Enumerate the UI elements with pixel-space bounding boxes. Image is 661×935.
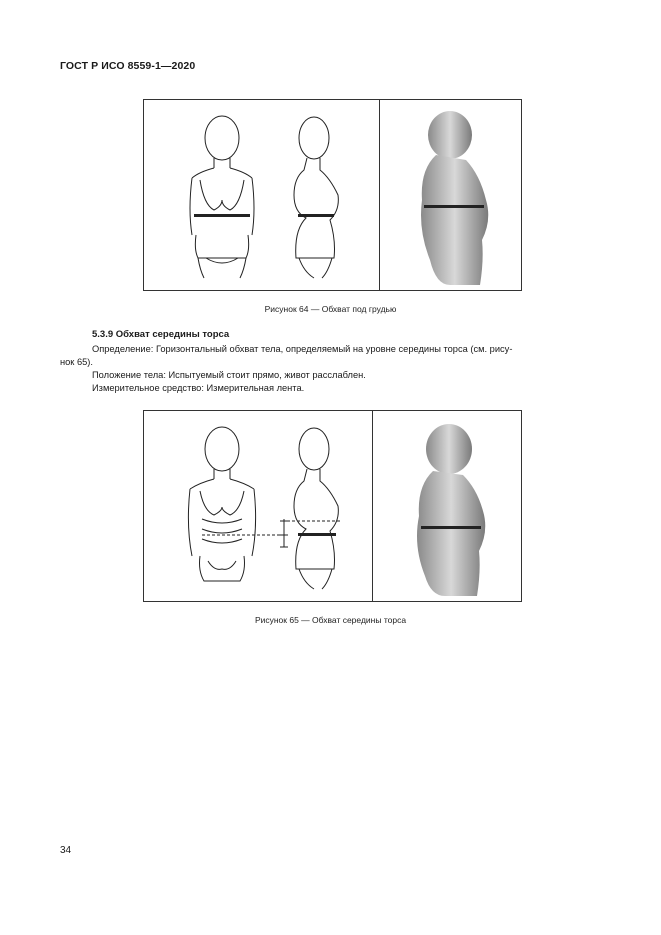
figure-65	[143, 410, 522, 602]
definition-line-1: Определение: Горизонтальный обхват тела, определяемый на уровне середины торса (см. рису-	[92, 344, 513, 354]
mid-torso-band-side	[298, 533, 336, 536]
under-bust-band-front	[194, 214, 250, 217]
figure-64-line-drawings	[144, 100, 379, 290]
section-title: 5.3.9 Обхват середины торса	[92, 329, 230, 340]
figure-64-caption: Рисунок 64 — Обхват под грудью	[264, 304, 397, 314]
body-position-text: Положение тела: Испытуемый стоит прямо, живот расслаблен.	[92, 370, 366, 380]
document-header: ГОСТ Р ИСО 8559-1—2020	[60, 60, 196, 72]
mid-torso-band-scan	[421, 526, 481, 529]
page-number: 34	[60, 845, 72, 856]
instrument-text: Измерительное средство: Измерительная лента.	[92, 383, 305, 393]
figure-65-caption: Рисунок 65 — Обхват середины торса	[254, 615, 407, 625]
definition-line-2: нок 65).	[60, 357, 93, 367]
figure-64	[143, 99, 522, 291]
under-bust-band-side	[298, 214, 334, 217]
figure-65-3d-scan	[373, 411, 521, 601]
under-bust-band-scan	[424, 205, 484, 208]
figure-65-line-drawings	[144, 411, 372, 601]
figure-64-3d-scan	[380, 100, 521, 290]
